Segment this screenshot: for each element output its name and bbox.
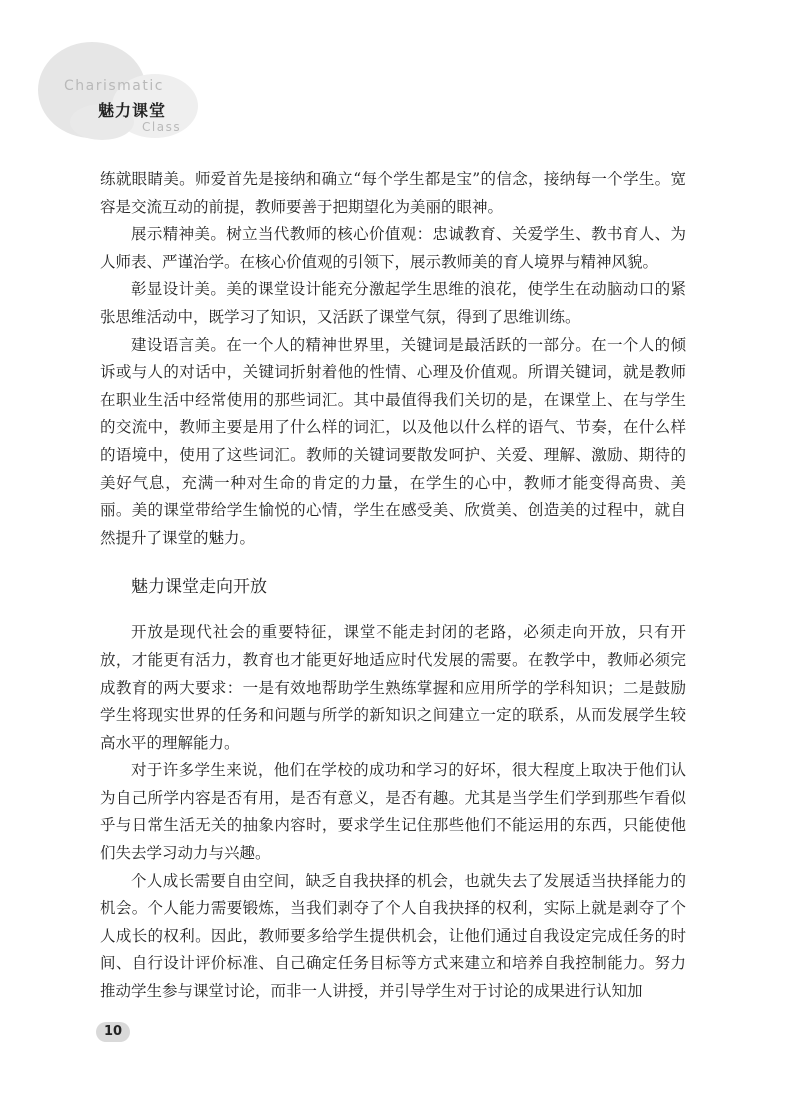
body-paragraph: 展示精神美。树立当代教师的核心价值观：忠诚教育、关爱学生、教书育人、为人师表、严谨治学。在核心价值观的引领下，展示教师美的育人境界与精神风貌。: [100, 225, 686, 271]
page-number: 10: [96, 1022, 130, 1042]
logo-chinese-title: 魅力课堂: [98, 101, 167, 120]
section-heading: 魅力课堂走向开放: [131, 577, 267, 598]
body-paragraph: 建设语言美。在一个人的精神世界里，关键词是最活跃的一部分。在一个人的倾诉或与人的对话中，关键词折射着他的性情、心理及价值观。所谓关键词，就是教师在职业生活中经常使用的那些词汇。其中最值得我们关切的是，在课堂上、在与学生的交流中，教师主要是用了什么样的词汇，以及他以什么样的语气、节奏，在什么样的语境中，使用了这些词汇。教师的关键词要散发呵护、关爱、理解、激励、期待的美好气息，充满一种对生命的肯定的力量，在学生的心中，教师才能变得高贵、美丽。美的课堂带给学生愉悦的心情，学生在感受美、欣赏美、创造美的过程中，就自然提升了课堂的魅力。: [100, 335, 686, 547]
body-paragraph: 对于许多学生来说，他们在学校的成功和学习的好坏，很大程度上取决于他们认为自己所学内容是否有用，是否有意义，是否有趣。尤其是当学生们学到那些乍看似乎与日常生活无关的抽象内容时，要求学生记住那些他们不能运用的东西，只能使他们失去学习动力与兴趣。: [100, 761, 686, 863]
body-paragraph: 彰显设计美。美的课堂设计能充分激起学生思维的浪花，使学生在动脑动口的紧张思维活动中，既学习了知识，又活跃了课堂气氛，得到了思维训练。: [100, 280, 686, 326]
logo-english-top: Charismatic: [64, 78, 164, 94]
page-header: [0, 0, 790, 150]
page-body: [100, 166, 686, 1006]
logo-english-bottom: Class: [142, 120, 182, 134]
body-paragraph: 个人成长需要自由空间，缺乏自我抉择的机会，也就失去了发展适当抉择能力的机会。个人能力需要锻炼，当我们剥夺了个人自我抉择的权利，实际上就是剥夺了个人成长的权利。因此，教师要多给学生提供机会，让他们通过自我设定完成任务的时间、自行设计评价标准、自己确定任务目标等方式来建立和培养自我控制能力。努力推动学生参与课堂讨论，而非一人讲授，并引导学生对于讨论的成果进行认知加: [100, 871, 686, 1001]
body-paragraph: 开放是现代社会的重要特征，课堂不能走封闭的老路，必须走向开放，只有开放，才能更有活力，教育也才能更好地适应时代发展的需要。在教学中，教师必须完成教育的两大要求：一是有效地帮助学生熟练掌握和应用所学的学科知识；二是鼓励学生将现实世界的任务和问题与所学的新知识之间建立一定的联系，从而发展学生较高水平的理解能力。: [100, 623, 686, 752]
body-paragraph: 练就眼睛美。师爱首先是接纳和确立“每个学生都是宝”的信念，接纳每一个学生。宽容是交流互动的前提，教师要善于把期望化为美丽的眼神。: [100, 170, 686, 216]
